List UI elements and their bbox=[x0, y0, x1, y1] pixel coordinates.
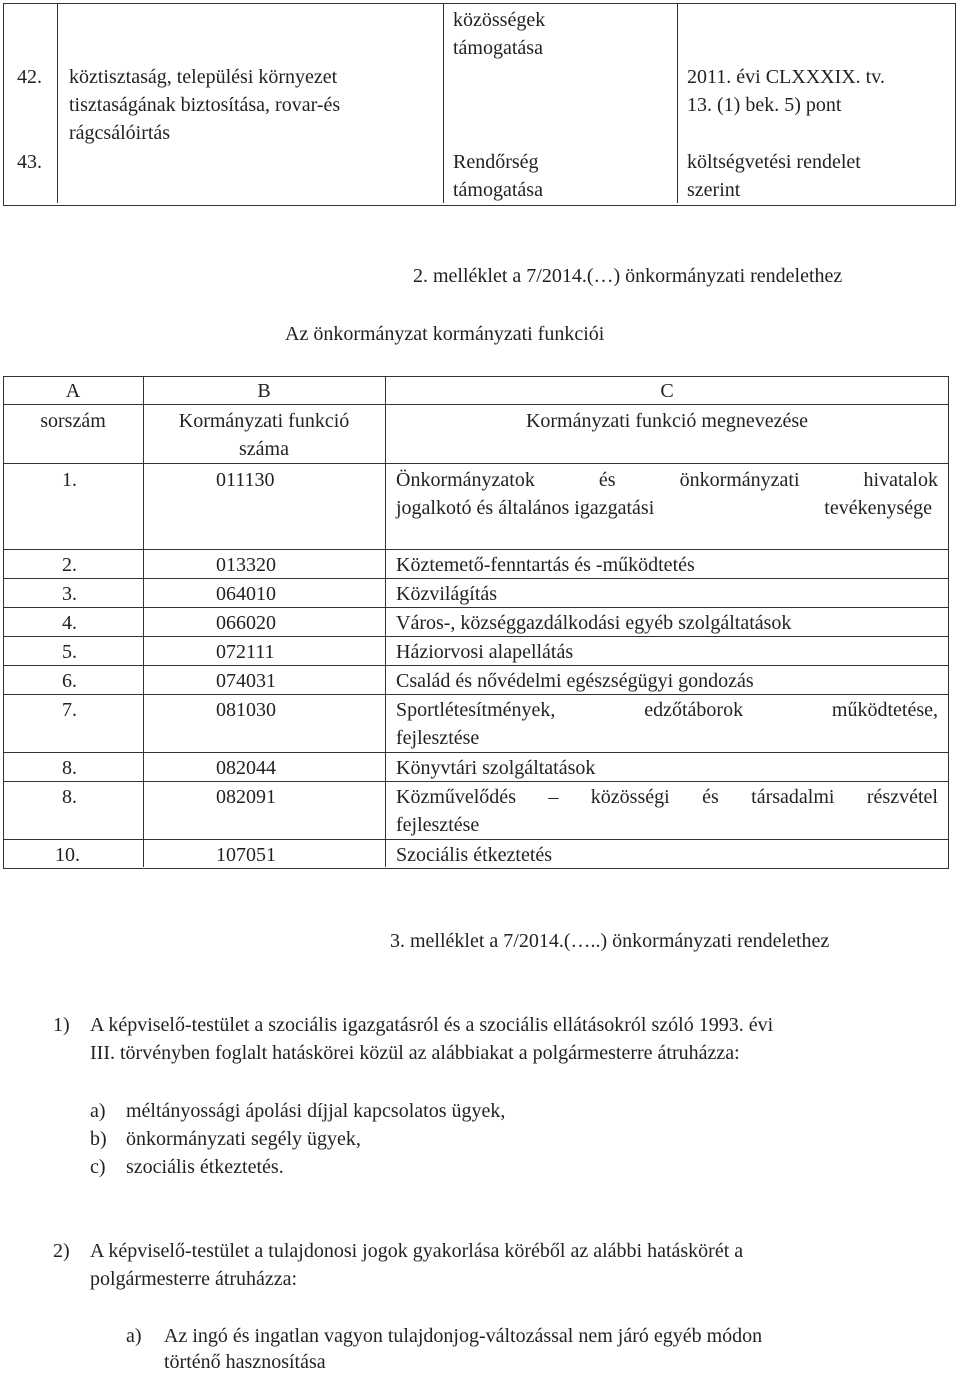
function-code: 064010 bbox=[216, 583, 276, 605]
row-number: 10. bbox=[55, 844, 80, 866]
function-name: Közvilágítás bbox=[396, 583, 498, 605]
function-name-continued: jogalkotó és általános igazgatási tevékenysége bbox=[396, 497, 932, 519]
function-name: Közművelődés – közösségi és társadalmi részvétel bbox=[396, 786, 938, 808]
function-name: Család és nővédelmi egészségügyi gondozás bbox=[396, 670, 754, 692]
annex-2-title: Az önkormányzat kormányzati funkciói bbox=[285, 323, 605, 345]
annex-3-heading: 3. melléklet a 7/2014.(…..) önkormányzati rendelethez bbox=[390, 930, 830, 952]
row-number: 4. bbox=[62, 612, 77, 634]
list-item-marker: c) bbox=[90, 1156, 106, 1178]
paragraph-text-line2: polgármesterre átruházza: bbox=[90, 1268, 298, 1290]
paragraph-number: 2) bbox=[53, 1240, 70, 1262]
paragraph-number: 1) bbox=[53, 1014, 70, 1036]
function-name: Könyvtári szolgáltatások bbox=[396, 757, 596, 779]
list-item: önkormányzati segély ügyek, bbox=[126, 1128, 361, 1150]
row-number: 5. bbox=[62, 641, 77, 663]
column-letter-c: C bbox=[660, 380, 674, 402]
header-function-number-line1: Kormányzati funkció bbox=[178, 410, 350, 432]
list-item: méltányossági ápolási díjjal kapcsolatos ügyek, bbox=[126, 1100, 506, 1122]
row-number: 6. bbox=[62, 670, 77, 692]
function-code: 066020 bbox=[216, 612, 276, 634]
column-letter-a: A bbox=[65, 380, 81, 402]
row-number: 2. bbox=[62, 554, 77, 576]
row-number: 8. bbox=[62, 757, 77, 779]
function-name: Szociális étkeztetés bbox=[396, 844, 553, 866]
function-code: 107051 bbox=[216, 844, 276, 866]
budget-reference-line2: szerint bbox=[687, 179, 741, 201]
row-43-type-line1: Rendőrség bbox=[453, 151, 539, 173]
list-item-marker: a) bbox=[126, 1325, 142, 1347]
function-code: 074031 bbox=[216, 670, 276, 692]
list-item-continued: történő hasznosítása bbox=[164, 1351, 326, 1373]
function-code: 072111 bbox=[216, 641, 275, 663]
row-number: 7. bbox=[62, 699, 77, 721]
function-name: Sportlétesítmények, edzőtáborok működtetése, bbox=[396, 699, 938, 721]
row-number: 1. bbox=[62, 469, 77, 491]
row-43-type-line2: támogatása bbox=[453, 179, 543, 201]
function-code: 011130 bbox=[216, 469, 275, 491]
row-number: 8. bbox=[62, 786, 77, 808]
paragraph-text-line2: III. törvényben foglalt hatáskörei közül az alábbiakat a polgármesterre átruházza: bbox=[90, 1042, 740, 1064]
paragraph-text-line1: A képviselő-testület a szociális igazgatásról és a szociális ellátásokról szóló 1993. évi bbox=[90, 1014, 774, 1036]
row-42-desc-line3: rágcsálóirtás bbox=[69, 122, 171, 144]
function-name: Város-, községgazdálkodási egyéb szolgáltatások bbox=[396, 612, 792, 634]
function-code: 013320 bbox=[216, 554, 276, 576]
row-number: 3. bbox=[62, 583, 77, 605]
row-42-type-line1: közösségek bbox=[453, 9, 546, 31]
row-42-type-line2: támogatása bbox=[453, 37, 543, 59]
row-42-number: 42. bbox=[17, 66, 42, 88]
function-code: 082091 bbox=[216, 786, 276, 808]
list-item-marker: b) bbox=[90, 1128, 107, 1150]
row-42-desc-line1: köztisztaság, települési környezet bbox=[69, 66, 338, 88]
budget-reference-line1: költségvetési rendelet bbox=[687, 151, 861, 173]
function-name-continued: fejlesztése bbox=[396, 814, 480, 836]
list-item-marker: a) bbox=[90, 1100, 106, 1122]
function-name: Önkormányzatok és önkormányzati hivatalok bbox=[396, 469, 938, 491]
annex-2-heading: 2. melléklet a 7/2014.(…) önkormányzati rendelethez bbox=[413, 265, 843, 287]
function-name: Háziorvosi alapellátás bbox=[396, 641, 574, 663]
law-reference-line2: 13. (1) bek. 5) pont bbox=[687, 94, 842, 116]
header-function-name: Kormányzati funkció megnevezése bbox=[525, 410, 809, 432]
list-item: Az ingó és ingatlan vagyon tulajdonjog-változással nem járó egyéb módon bbox=[164, 1325, 763, 1347]
function-name: Köztemető-fenntartás és -működtetés bbox=[396, 554, 695, 576]
header-function-number-line2: száma bbox=[239, 438, 289, 460]
header-serial: sorszám bbox=[40, 410, 106, 432]
list-item: szociális étkeztetés. bbox=[126, 1156, 284, 1178]
function-code: 081030 bbox=[216, 699, 276, 721]
paragraph-text-line1: A képviselő-testület a tulajdonosi jogok gyakorlása köréből az alábbi hatáskörét a bbox=[90, 1240, 744, 1262]
function-code: 082044 bbox=[216, 757, 276, 779]
column-letter-b: B bbox=[257, 380, 271, 402]
row-42-desc-line2: tisztaságának biztosítása, rovar-és bbox=[69, 94, 341, 116]
law-reference-line1: 2011. évi CLXXXIX. tv. bbox=[687, 66, 885, 88]
function-name-continued: fejlesztése bbox=[396, 727, 480, 749]
row-43-number: 43. bbox=[17, 151, 42, 173]
